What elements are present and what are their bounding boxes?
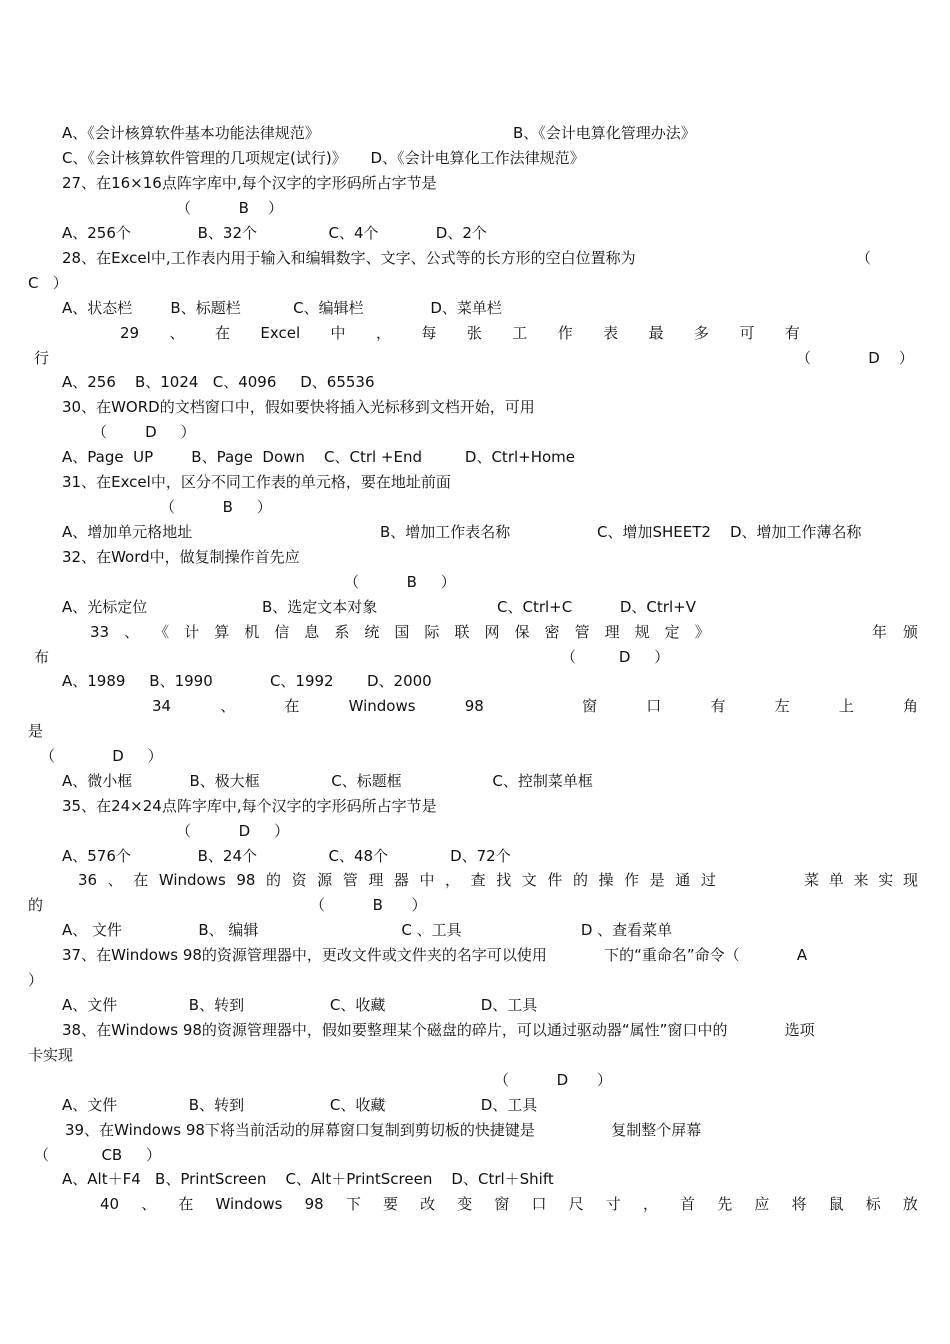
text-fragment: 实 [878,871,894,889]
text-fragment: 际 [424,623,440,641]
text-fragment: 是 [649,871,665,889]
text-line: （ D ） [176,822,290,840]
justified-text-line [100,1194,918,1214]
text-fragment: 33 [90,623,110,641]
text-fragment: 的 [572,871,588,889]
text-fragment: Windows [348,697,416,715]
text-fragment: 颁 [902,623,918,641]
text-fragment: 作 [557,324,573,342]
justified-text-line [120,323,800,343]
text-line: 的 [28,896,44,914]
text-fragment: 查 [470,871,486,889]
text-line: （ B ） [160,498,272,516]
text-line: 是 [28,722,44,740]
text-fragment: 鼠 [828,1195,844,1213]
text-fragment: 改 [420,1195,436,1213]
text-fragment: 窗 [494,1195,510,1213]
text-line: A、Alt＋F4 B、PrintScreen C、Alt＋PrintScreen D、Ctrl＋Shift [62,1170,554,1188]
text-fragment: 36 [78,871,98,889]
text-line: A、光标定位 [62,598,148,616]
text-fragment: 窗 [582,697,598,715]
text-line: B、增加工作表名称 [380,523,511,541]
text-line: A、Page UP B、Page Down C、Ctrl +End D、Ctrl+Home [62,448,576,466]
text-line: （ D ） [561,648,670,666]
text-fragment: 在 [214,324,230,342]
text-fragment: 来 [853,871,869,889]
justified-text-line [152,696,918,716]
text-fragment: 统 [364,623,380,641]
text-fragment: 标 [865,1195,881,1213]
text-line: 39、在Windows 98下将当前活动的屏幕窗口复制到剪切板的快捷键是 复制整个屏幕 [65,1121,702,1139]
justified-text-line [872,622,918,642]
text-fragment: 《 [154,623,170,641]
text-fragment: 寸 [605,1195,621,1213]
text-line: （ B ） [344,573,456,591]
text-fragment: 系 [334,623,350,641]
text-fragment: 在 [178,1195,194,1213]
text-line: 32、在Word中，做复制操作首先应 [62,548,300,566]
text-fragment: ， [375,324,391,342]
text-line: C、《会计核算软件管理的几项规定(试行)》 D、《会计电算化工作法律规范》 [62,149,585,167]
text-fragment: 年 [872,623,888,641]
text-line: （ D ） [92,423,196,441]
text-fragment: Windows [215,1195,283,1213]
text-line: 布 [34,648,50,666]
text-fragment: 多 [694,324,710,342]
text-line: A、1989 B、1990 C、1992 D、2000 [62,672,432,690]
text-line: C ） [28,274,68,292]
text-line: （ B ） [310,896,427,914]
text-fragment: 菜 [804,871,820,889]
text-fragment: 理 [368,871,384,889]
text-fragment: 源 [317,871,333,889]
text-fragment: 29 [120,324,140,342]
text-fragment: 先 [717,1195,733,1213]
text-fragment: 保 [514,623,530,641]
text-fragment: 器 [393,871,409,889]
text-fragment: 工 [512,324,528,342]
text-fragment: 找 [496,871,512,889]
text-fragment: 应 [754,1195,770,1213]
text-line: B、《会计电算化管理办法》 [513,124,696,142]
text-fragment: 张 [466,324,482,342]
text-fragment: 有 [710,697,726,715]
text-fragment: ， [642,1195,658,1213]
text-line: 31、在Excel中，区分不同工作表的单元格，要在地址前面 [62,473,451,491]
text-line: （ D ） [494,1071,612,1089]
text-fragment: 、 [169,324,185,342]
text-fragment: 口 [531,1195,547,1213]
text-fragment: 单 [828,871,844,889]
text-fragment: 现 [902,871,918,889]
text-fragment: 密 [544,623,560,641]
text-line: （ CB ） [34,1146,162,1164]
text-fragment: 要 [382,1195,398,1213]
text-fragment: 左 [774,697,790,715]
text-fragment: 规 [634,623,650,641]
text-line: A、256 B、1024 C、4096 D、65536 [62,373,375,391]
text-line: A、微小框 B、极大框 C、标题框 C、控制菜单框 [62,772,593,790]
text-line: 30、在WORD的文档窗口中，假如要快将插入光标移到文档开始，可用 [62,398,535,416]
text-fragment: 、 [107,871,123,889]
text-fragment: 98 [464,697,484,715]
text-line: （ D ） [796,349,914,367]
text-line: C、增加SHEET2 D、增加工作薄名称 [597,523,862,541]
text-line: 28、在Excel中,工作表内用于输入和编辑数字、文字、公式等的长方形的空白位置称为 [62,249,636,267]
text-line: 38、在Windows 98的资源管理器中，假如要整理某个磁盘的碎片，可以通过驱动器“属性”窗口中的 选项 [62,1021,815,1039]
text-fragment: 定 [664,623,680,641]
text-fragment: 文 [521,871,537,889]
text-line: A、《会计核算软件基本功能法律规范》 [62,124,320,142]
text-fragment: 、 [141,1195,157,1213]
text-line: A、文件 B、转到 C、收藏 D、工具 [62,1096,538,1114]
text-fragment: 管 [342,871,358,889]
text-fragment: 40 [100,1195,120,1213]
text-fragment: 每 [421,324,437,342]
text-line: A、状态栏 B、标题栏 C、编辑栏 D、菜单栏 [62,299,502,317]
text-fragment: 角 [902,697,918,715]
text-fragment: 可 [739,324,755,342]
text-line: 37、在Windows 98的资源管理器中，更改文件或文件夹的名字可以使用 下的“重命名”命令（ A [62,946,808,964]
text-fragment: 中 [330,324,346,342]
text-fragment: Excel [260,324,301,342]
text-fragment: 尺 [568,1195,584,1213]
justified-text-line [78,870,716,890]
text-line: （ D ） [40,747,163,765]
text-fragment: 的 [266,871,282,889]
text-fragment: 息 [304,623,320,641]
text-fragment: 下 [345,1195,361,1213]
text-fragment: 上 [838,697,854,715]
text-fragment: 首 [680,1195,696,1213]
text-line: （ [856,249,872,267]
text-fragment: 联 [454,623,470,641]
text-fragment: 管 [574,623,590,641]
text-fragment: 国 [394,623,410,641]
justified-text-line [804,870,918,890]
text-fragment: 口 [646,697,662,715]
text-line: （ B ） [176,199,284,217]
justified-text-line [90,622,710,642]
text-fragment: 过 [700,871,716,889]
text-fragment: Windows [158,871,226,889]
text-fragment: 》 [694,623,710,641]
text-fragment: 、 [124,623,140,641]
text-line: ） [28,971,44,989]
text-line: 卡实现 [28,1046,74,1064]
text-line: A、文件 B、转到 C、收藏 D、工具 [62,996,538,1014]
text-line: B、选定文本对象 [262,598,378,616]
text-fragment: 信 [274,623,290,641]
text-fragment: 、 [220,697,236,715]
text-line: A、576个 B、24个 C、48个 D、72个 [62,847,511,865]
text-fragment: 算 [214,623,230,641]
text-fragment: 放 [902,1195,918,1213]
text-fragment: 中 [419,871,435,889]
text-fragment: 通 [675,871,691,889]
text-fragment: 表 [603,324,619,342]
text-fragment: 98 [236,871,256,889]
text-fragment: 有 [784,324,800,342]
text-fragment: ， [445,871,461,889]
text-fragment: 将 [791,1195,807,1213]
text-line: 27、在16×16点阵字库中,每个汉字的字形码所占字节是 [62,174,437,192]
text-fragment: 最 [648,324,664,342]
text-fragment: 资 [291,871,307,889]
text-line: A、256个 B、32个 C、4个 D、2个 [62,224,487,242]
text-line: 行 [34,349,50,367]
text-line: A、 文件 B、 编辑 C 、工具 D 、查看菜单 [62,921,673,939]
text-fragment: 件 [547,871,563,889]
text-fragment: 网 [484,623,500,641]
text-line: A、增加单元格地址 [62,523,193,541]
text-fragment: 在 [133,871,149,889]
text-line: 35、在24×24点阵字库中,每个汉字的字形码所占字节是 [62,797,437,815]
text-fragment: 机 [244,623,260,641]
text-fragment: 计 [184,623,200,641]
text-fragment: 34 [152,697,172,715]
text-line: C、Ctrl+C D、Ctrl+V [497,598,696,616]
text-fragment: 理 [604,623,620,641]
text-fragment: 在 [284,697,300,715]
text-fragment: 作 [624,871,640,889]
text-fragment: 操 [598,871,614,889]
text-fragment: 98 [304,1195,324,1213]
text-fragment: 变 [457,1195,473,1213]
